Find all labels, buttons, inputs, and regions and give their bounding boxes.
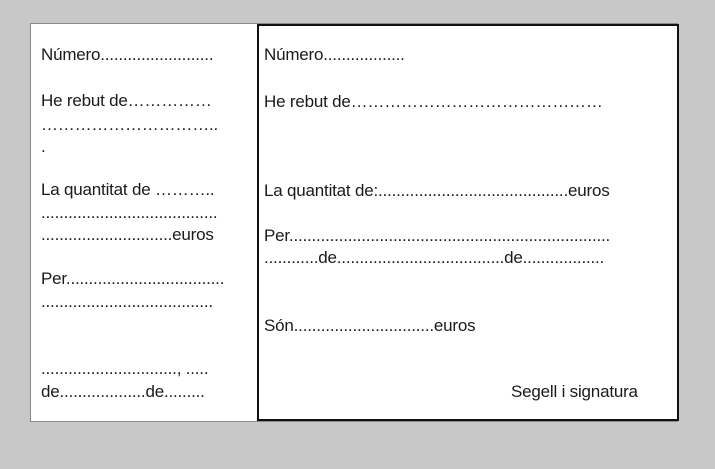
receipt-form-sheet xyxy=(30,23,678,422)
receipt-son-field[interactable]: Són...............................euros xyxy=(264,316,476,335)
stub-place-date-field[interactable]: .............................., ..... xyxy=(41,359,209,378)
stub-quantity-continuation[interactable]: ....................................... xyxy=(41,203,218,222)
receipt-main xyxy=(257,24,679,421)
receipt-per-field[interactable]: Per....................................................................... xyxy=(264,226,611,245)
stub-quantity-euros[interactable]: .............................euros xyxy=(41,225,214,244)
receipt-stub xyxy=(31,24,259,421)
stub-received-from-end: . xyxy=(41,137,46,156)
stub-date-field[interactable]: de...................de......... xyxy=(41,382,205,401)
stub-per-continuation[interactable]: ...................................... xyxy=(41,292,213,311)
receipt-quantity-field[interactable]: La quantitat de:..........................................euros xyxy=(264,181,610,200)
stub-numero-field[interactable]: Número......................... xyxy=(41,45,214,64)
receipt-date-field[interactable]: ............de.....................................de.................. xyxy=(264,248,605,267)
seal-signature-label: Segell i signatura xyxy=(511,382,638,401)
stub-received-from-continuation[interactable]: ………………………….. xyxy=(41,115,219,134)
stub-received-from-field[interactable]: He rebut de…………… xyxy=(41,91,212,110)
stub-per-field[interactable]: Per................................... xyxy=(41,269,225,288)
receipt-numero-field[interactable]: Número.................. xyxy=(264,45,405,64)
stub-quantity-field[interactable]: La quantitat de ……….. xyxy=(41,180,215,199)
receipt-received-from-field[interactable]: He rebut de……………………………………… xyxy=(264,92,603,111)
